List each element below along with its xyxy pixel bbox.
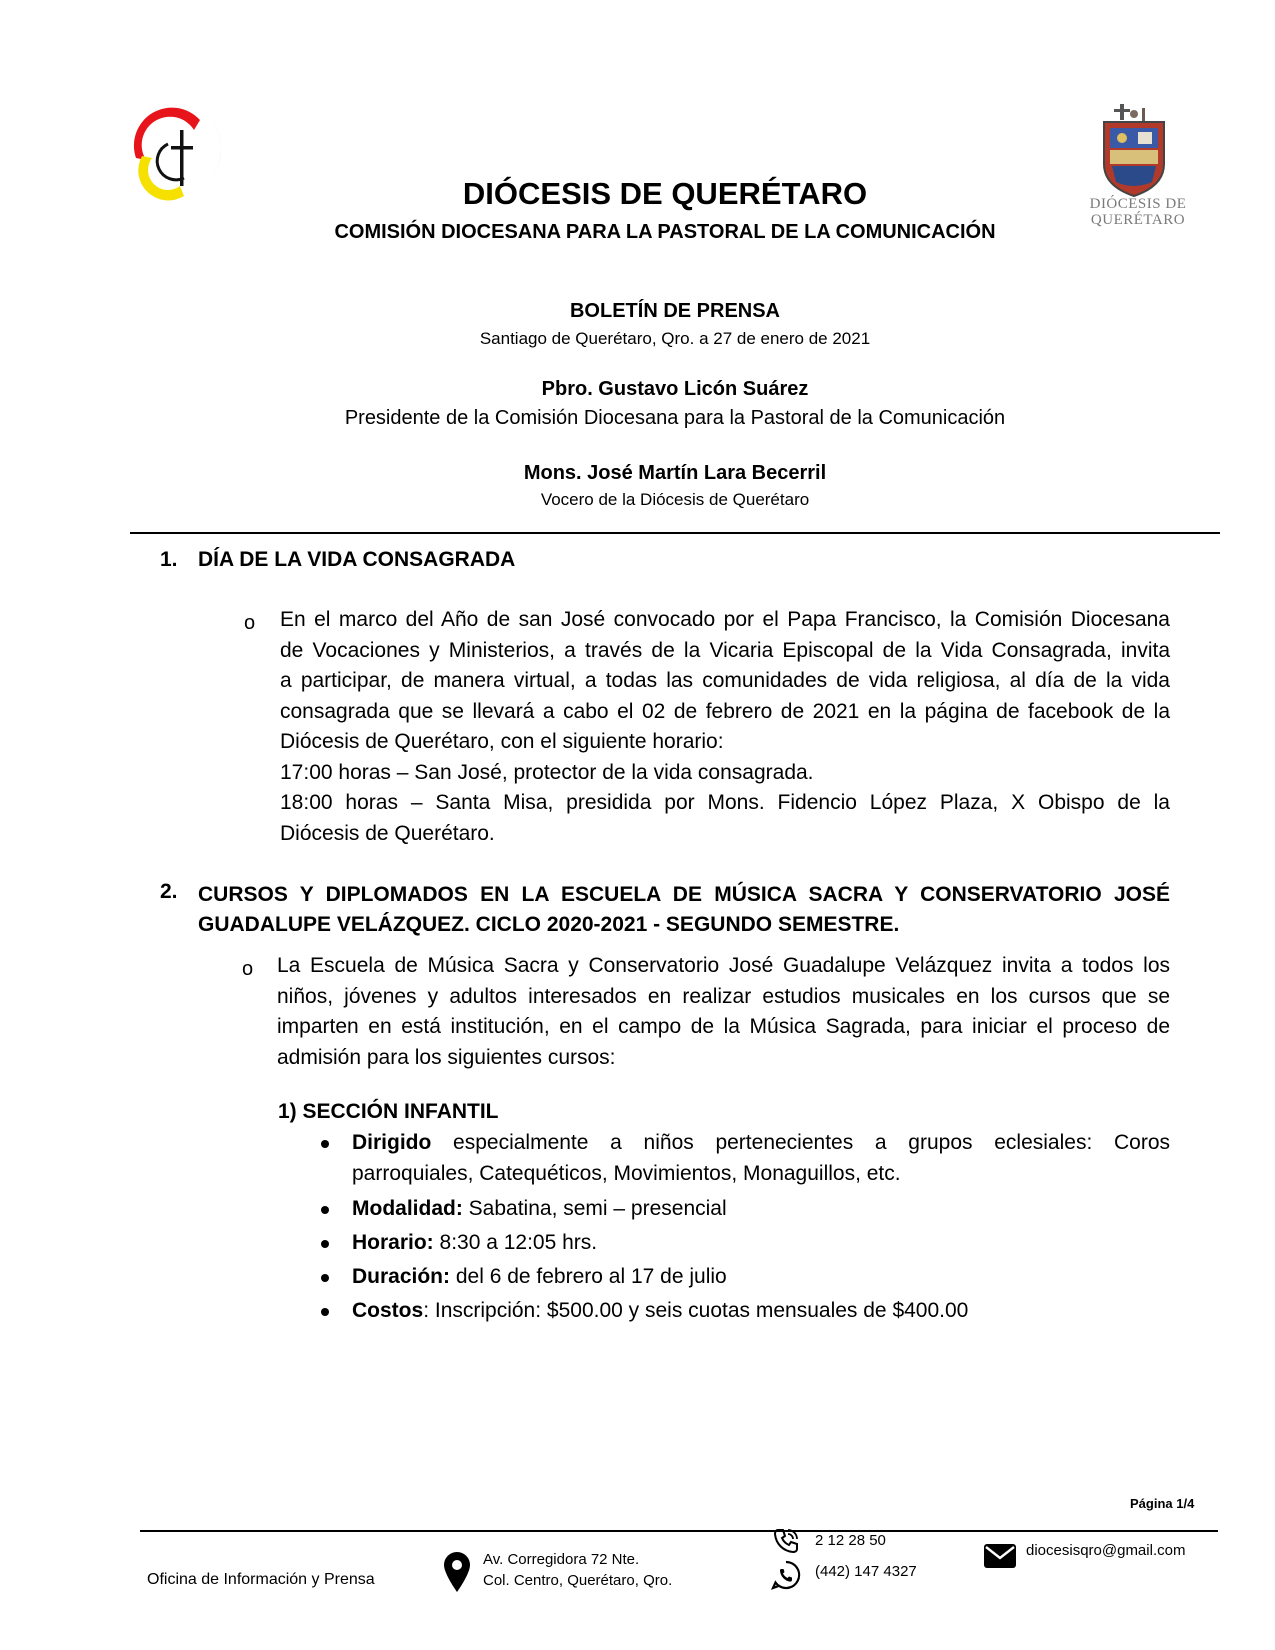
list-item-label: Costos (352, 1299, 424, 1322)
person2-role: Vocero de la Diócesis de Querétaro (540, 490, 810, 509)
person1-name: Pbro. Gustavo Licón Suárez (541, 378, 809, 400)
section1-line: Diócesis de Querétaro. (280, 821, 495, 845)
page-title: DIÓCESIS DE QUERÉTARO (462, 176, 868, 211)
section2-line: imparten en está institución, en el campo de la Música Sagrada, para iniciar el proceso de (277, 1015, 1170, 1038)
list-bullet (321, 1140, 329, 1148)
list-item (352, 1261, 727, 1292)
section1-heading: DÍA DE LA VIDA CONSAGRADA (198, 548, 516, 571)
section2-heading (198, 880, 1170, 940)
header-divider (130, 532, 1220, 534)
list-item-label: Horario: (352, 1231, 434, 1254)
page-number: Página 1/4 (1130, 1496, 1195, 1511)
footer-email: diocesisqro@gmail.com (1026, 1542, 1186, 1559)
section1-line: consagrada que se llevará a cabo el 02 de febrero de 2021 en la página de facebook de la (280, 699, 1170, 723)
location-pin-icon (444, 1552, 470, 1592)
section2-heading-line2: GUADALUPE VELÁZQUEZ. CICLO 2020-2021 - SEGUNDO SEMESTRE. (198, 913, 900, 936)
section1-line: a participar, de manera virtual, a todas las comunidades de vida religiosa, al día de la vida (280, 669, 1170, 692)
list-item-text: : Inscripción: $500.00 y seis cuotas mensuales de $400.00 (423, 1299, 969, 1322)
footer-whatsapp: (442) 147 4327 (815, 1563, 917, 1580)
dateline: Santiago de Querétaro, Qro. a 27 de enero de 2021 (479, 329, 871, 348)
list-bullet (321, 1240, 329, 1248)
list-item (352, 1193, 727, 1224)
person1-role: Presidente de la Comisión Diocesana para la Pastoral de la Comunicación (344, 407, 1006, 429)
section1-line: En el marco del Año de san José convocado por el Papa Francisco, la Comisión Diocesana (280, 608, 1170, 631)
seal-caption-line2: QUERÉTARO (1090, 212, 1186, 228)
section2-line: niños, jóvenes y adultos interesados en realizar estudios musicales en los cursos que se (277, 984, 1170, 1008)
footer-office: Oficina de Información y Prensa (147, 1571, 375, 1588)
list-item (352, 1295, 968, 1326)
list-item-text: especialmente a niños pertenecientes a grupos eclesiales: Coros (431, 1131, 1170, 1154)
list-item-text: Sabatina, semi – presencial (462, 1197, 727, 1220)
list-item-label: Modalidad: (352, 1197, 463, 1220)
phone-icon (772, 1527, 800, 1555)
section2-bullet: o (242, 958, 254, 980)
seal-caption-line1: DIÓCESIS DE (1089, 196, 1187, 212)
section1-bullet: o (244, 612, 256, 634)
list-item-text: del 6 de febrero al 17 de julio (450, 1265, 727, 1288)
section2-paragraph (277, 951, 1170, 1073)
footer-address-line1: Av. Corregidora 72 Nte. (483, 1551, 640, 1568)
section1-line: 17:00 horas – San José, protector de la vida consagrada. (280, 760, 814, 784)
bulletin-label: BOLETÍN DE PRENSA (569, 300, 781, 322)
list-item-label: Dirigido (352, 1131, 432, 1154)
section1-number: 1. (160, 548, 178, 571)
footer-divider (140, 1530, 1218, 1532)
list-item (352, 1127, 1170, 1189)
section2-heading-line1: CURSOS Y DIPLOMADOS EN LA ESCUELA DE MÚSICA SACRA Y CONSERVATORIO JOSÉ (198, 883, 1170, 906)
list-bullet (321, 1206, 329, 1214)
section2-number: 2. (160, 880, 178, 903)
page-subtitle: COMISIÓN DIOCESANA PARA LA PASTORAL DE LA COMUNICACIÓN (334, 221, 996, 243)
subsection-title: 1) SECCIÓN INFANTIL (278, 1100, 499, 1123)
email-icon (983, 1542, 1017, 1570)
footer-address-line2: Col. Centro, Querétaro, Qro. (483, 1572, 673, 1589)
section1-line: 18:00 horas – Santa Misa, presidida por Mons. Fidencio López Plaza, X Obispo de la (280, 791, 1170, 814)
section1-line: Diócesis de Querétaro, con el siguiente horario: (280, 730, 724, 753)
section1-line: de Vocaciones y Ministerios, a través de la Vicaria Episcopal de la Vida Consagrada, invita (280, 638, 1170, 662)
section2-line: La Escuela de Música Sacra y Conservatorio José Guadalupe Velázquez invita a todos los (277, 954, 1170, 977)
list-item-text-cont: parroquiales, Catequéticos, Movimientos, Monaguillos, etc. (352, 1162, 901, 1185)
list-bullet (321, 1274, 329, 1282)
section1-paragraph (280, 605, 1170, 849)
person2-name: Mons. José Martín Lara Becerril (523, 462, 827, 484)
whatsapp-icon (771, 1560, 801, 1590)
footer-phone: 2 12 28 50 (815, 1532, 886, 1549)
list-item (352, 1227, 597, 1258)
list-item-label: Duración: (352, 1265, 451, 1288)
list-item-text: 8:30 a 12:05 hrs. (433, 1231, 598, 1254)
list-bullet (321, 1308, 329, 1316)
section2-line: admisión para los siguientes cursos: (277, 1045, 616, 1069)
